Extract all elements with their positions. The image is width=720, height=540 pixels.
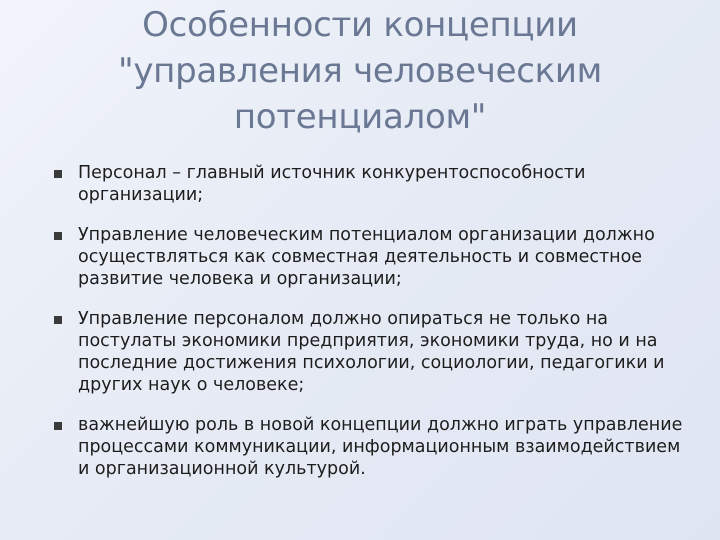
square-bullet-icon	[54, 232, 62, 240]
bullet-line: Персонал – главный источник конкурентоспособности	[78, 163, 586, 183]
slide-title-line: потенциалом"	[233, 97, 487, 137]
bullet-text	[78, 224, 698, 290]
square-bullet-icon	[54, 316, 62, 324]
bullet-line: процессами коммуникации, информационным взаимодействием	[78, 437, 681, 457]
slide-title-line: "управления человеческим	[118, 51, 602, 91]
bullet-line: развитие человека и организации;	[78, 269, 402, 289]
bullet-line: и организационной культурой.	[78, 459, 366, 479]
bullet-text	[78, 308, 698, 396]
bullet-line: важнейшую роль в новой концепции должно играть управление	[78, 415, 683, 435]
bullet-line: Управление человеческим потенциалом организации должно	[78, 225, 655, 245]
bullet-line: организации;	[78, 185, 204, 205]
bullet-text	[78, 162, 698, 206]
bullet-line: постулаты экономики предприятия, экономики труда, но и на	[78, 331, 658, 351]
bullet-text	[78, 414, 698, 480]
bullet-line: последние достижения психологии, социологии, педагогики и	[78, 353, 665, 373]
square-bullet-icon	[54, 422, 62, 430]
square-bullet-icon	[54, 170, 62, 178]
bullet-line: осуществляться как совместная деятельность и совместное	[78, 247, 643, 267]
bullet-line: Управление персоналом должно опираться не только на	[78, 309, 609, 329]
slide-title-line: Особенности концепции	[142, 5, 578, 45]
slide-title	[60, 2, 660, 140]
bullet-line: других наук о человеке;	[78, 375, 305, 395]
